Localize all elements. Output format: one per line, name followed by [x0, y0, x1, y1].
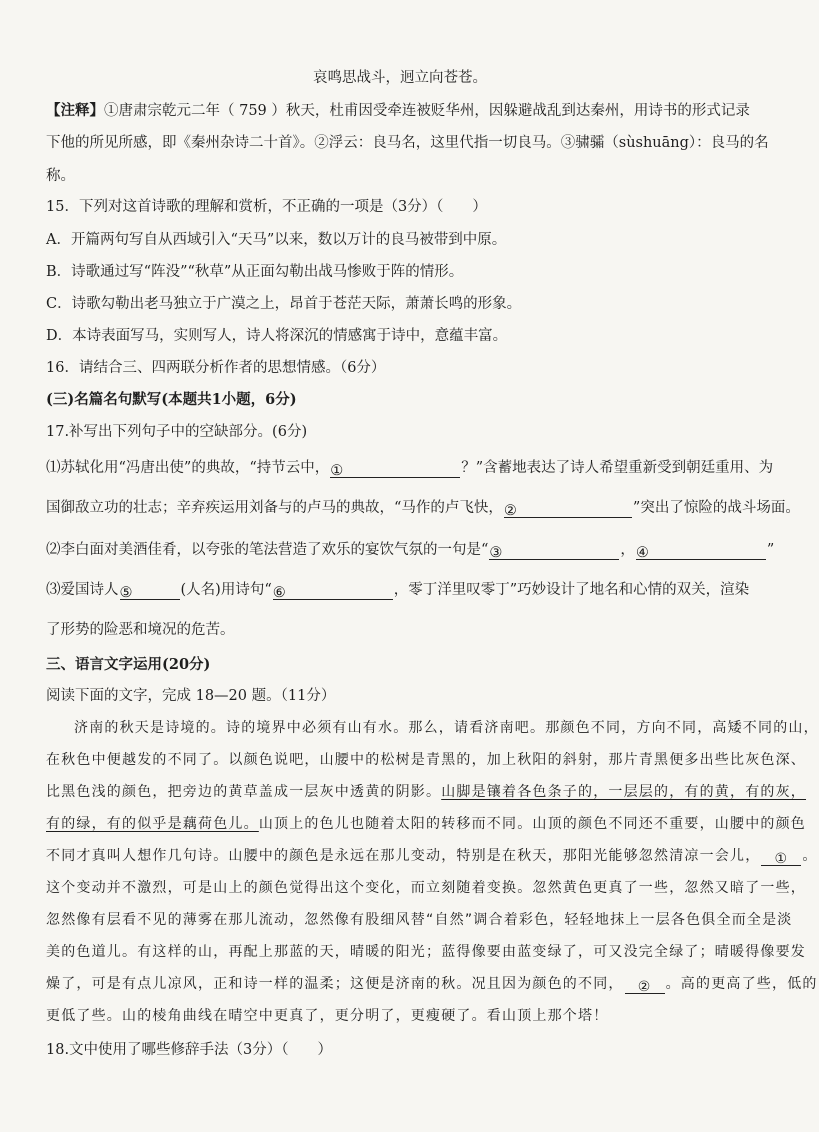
question-15-stem: 15．下列对这首诗歌的理解和赏析，不正确的一项是（3分）（ ） — [46, 199, 487, 215]
question-15-option-b: B．诗歌通过写“阵没”“秋草”从正面勾勒出战马惨败于阵的情形。 — [46, 264, 464, 280]
reading-intro: 阅读下面的文字，完成 18—20 题。（11分） — [46, 688, 336, 704]
passage-line-6: 这个变动并不激烈，可是山上的颜色觉得出这个变化，而立刻随着变换。忽然黄色更真了一些，忽然又暗了一些， — [46, 880, 806, 896]
blank-5[interactable] — [120, 583, 180, 600]
note-label: 【注释】 — [46, 102, 104, 119]
underlined-sentence: 有的绿，有的似乎是藕荷色儿。 — [46, 816, 259, 832]
blank-marker: ③ — [489, 545, 503, 561]
passage-text: 不同才真叫人想作几句诗。山腰中的颜色是永远在那儿变动，特别是在秋天，那阳光能够忽然清凉一会儿， — [46, 848, 761, 864]
blank-6[interactable] — [273, 583, 393, 600]
blank-marker: ⑥ — [272, 585, 286, 601]
q17-text: ⑴苏轼化用“冯唐出使”的典故，“持节云中， — [46, 460, 330, 476]
q17-text: ⑵李白面对美酒佳肴，以夸张的笔法营造了欢乐的宴饮气氛的一句是“ — [46, 542, 489, 558]
blank-marker: ④ — [635, 545, 649, 561]
passage-line-5 — [46, 846, 818, 866]
passage-line-4 — [46, 814, 806, 834]
question-17-line-5: 了形势的险恶和境况的危苦。 — [46, 622, 235, 638]
question-17-line-1 — [46, 458, 773, 478]
passage-text: 。 — [802, 848, 818, 864]
part-3-title: 三、语言文字运用(20分) — [46, 656, 211, 673]
q17-text: ”突出了惊险的战斗场面。 — [632, 500, 800, 516]
q17-text: (人名)用诗句“ — [180, 582, 272, 598]
passage-line-10: 更低了些。山的棱角曲线在晴空中更真了，更分明了，更瘦硬了。看山顶上那个塔！ — [46, 1008, 609, 1024]
passage-text: 燥了，可是有点儿凉风，正和诗一样的温柔；这便是济南的秋。况且因为颜色的不同， — [46, 976, 624, 992]
question-17-line-4 — [46, 580, 749, 600]
passage-blank-1[interactable] — [761, 849, 801, 866]
blank-3[interactable] — [489, 543, 619, 560]
question-18: 18.文中使用了哪些修辞手法（3分）（ ） — [46, 1042, 333, 1058]
poem-last-line: 哀鸣思战斗，迥立向苍苍。 — [313, 70, 487, 86]
note-line-2: 下他的所见所感，即《秦州杂诗二十首》。②浮云：良马名，这里代指一切良马。③骕骦（sùshuāng）：良马的名 — [46, 135, 769, 151]
q17-text: ， — [620, 542, 635, 558]
question-15-option-d: D．本诗表面写马，实则写人，诗人将深沉的情感寓于诗中，意蕴丰富。 — [46, 328, 508, 344]
passage-line-9 — [46, 974, 818, 994]
question-15-option-a: A．开篇两句写自从西域引入“天马”以来，数以万计的良马被带到中原。 — [46, 232, 507, 248]
q17-text: 国御敌立功的壮志；辛弃疾运用刘备与的卢马的典故，“马作的卢飞快， — [46, 500, 503, 516]
blank-1[interactable] — [330, 461, 460, 478]
note-line-3: 称。 — [46, 168, 75, 184]
q17-text: ，零丁洋里叹零丁”巧妙设计了地名和心情的双关，渲染 — [393, 582, 750, 598]
underlined-sentence: 山脚是镶着各色条子的，一层层的，有的黄，有的灰， — [441, 784, 807, 800]
q17-text: ” — [766, 542, 775, 558]
blank-marker: ② — [637, 979, 652, 995]
q17-text: ？”含蓄地表达了诗人希望重新受到朝廷重用、为 — [461, 460, 774, 476]
passage-line-1: 济南的秋天是诗境的。诗的境界中必须有山有水。那么，请看济南吧。那颜色不同，方向不同，高矮不同的山， — [74, 720, 819, 736]
note-text-1: ①唐肃宗乾元二年（ 759 ）秋天，杜甫因受牵连被贬华州，因躲避战乱到达秦州，用诗书的形式记录 — [104, 103, 750, 119]
question-16: 16．请结合三、四两联分析作者的思想情感。（6分） — [46, 360, 386, 376]
q17-text: ⑶爱国诗人 — [46, 582, 119, 598]
section-3-title: (三)名篇名句默写(本题共1小题，6分) — [46, 391, 297, 408]
passage-text: 。高的更高了些，低的 — [665, 976, 818, 992]
passage-blank-2[interactable] — [625, 977, 665, 994]
note-line-1 — [46, 101, 750, 121]
question-17-line-2 — [46, 498, 800, 518]
blank-2[interactable] — [504, 501, 632, 518]
passage-text: 比黑色浅的颜色，把旁边的黄草盖成一层灰中透黄的阴影。 — [46, 784, 442, 800]
passage-text: 山顶上的色儿也随着太阳的转移而不同。山顶的颜色不同还不重要，山腰中的颜色 — [258, 816, 807, 832]
passage-line-7: 忽然像有层看不见的薄雾在那儿流动，忽然像有股细风替“自然”调合着彩色，轻轻地抹上一层各色俱全而全是淡 — [46, 912, 793, 928]
blank-marker: ② — [503, 503, 517, 519]
question-17-line-3 — [46, 540, 774, 560]
question-17-stem: 17.补写出下列句子中的空缺部分。(6分) — [46, 424, 308, 440]
question-15-option-c: C．诗歌勾勒出老马独立于广漠之上，昂首于苍茫天际，萧萧长鸣的形象。 — [46, 296, 522, 312]
passage-line-8: 美的色道儿。有这样的山，再配上那蓝的天，晴暖的阳光；蓝得像要由蓝变绿了，可又没完全绿了；晴暖得像要发 — [46, 944, 806, 960]
blank-marker: ① — [774, 851, 789, 867]
passage-line-3 — [46, 782, 806, 802]
blank-marker: ① — [330, 463, 344, 479]
blank-marker: ⑤ — [119, 585, 133, 601]
blank-4[interactable] — [636, 543, 766, 560]
passage-line-2: 在秋色中便越发的不同了。以颜色说吧，山腰中的松树是青黑的，加上秋阳的斜射，那片青黑便多出些比灰色深、 — [46, 752, 806, 768]
